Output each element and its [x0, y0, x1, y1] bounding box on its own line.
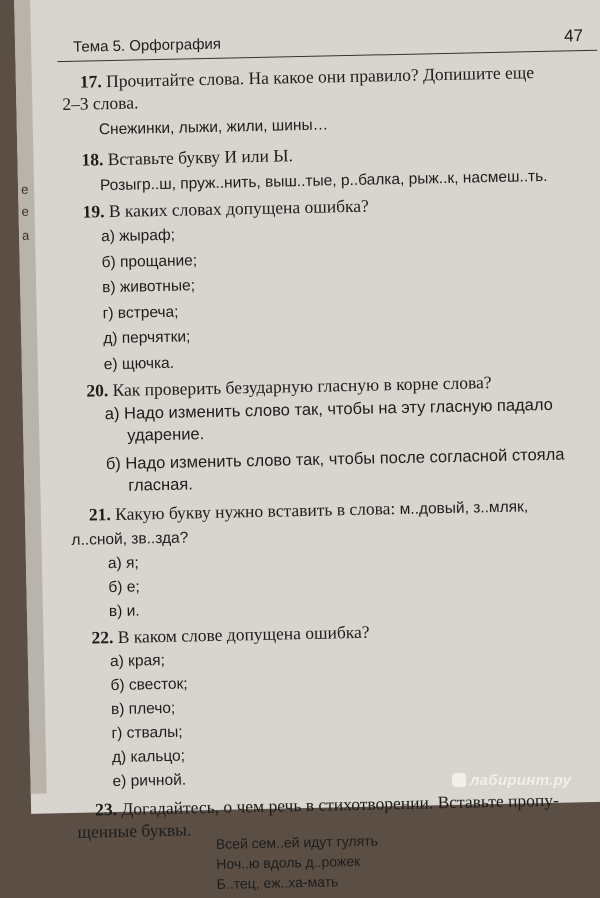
option: а) я; — [107, 554, 139, 573]
previous-page-edge — [14, 0, 47, 794]
topic-title: Тема 5. Орфография — [72, 35, 222, 56]
exercise-text: В каком слове допущена ошибка? — [117, 621, 370, 647]
side-text: е — [21, 203, 29, 219]
page-number: 47 — [563, 26, 584, 46]
exercise-number: 22. — [91, 627, 114, 648]
word-list-cont: л..сной, зв..зда? — [71, 529, 189, 549]
side-text: е — [20, 181, 29, 197]
exercise-text: Какую букву нужно вставить в слова: — [114, 498, 396, 524]
exercise-number: 18. — [81, 149, 104, 170]
option: б) свесток; — [110, 675, 188, 695]
exercise-text-cont: щенные буквы. — [77, 819, 192, 842]
answer-b — [88, 443, 600, 498]
exercise-text-cont: 2–3 слова. — [62, 92, 139, 115]
word-list: м..довый, з..мляк, — [399, 498, 529, 519]
watermark — [452, 772, 571, 789]
option: б) прощание; — [101, 251, 198, 271]
exercise-text: Вставьте букву И или Ы. — [107, 145, 294, 170]
exercise-number: 20. — [86, 380, 109, 401]
word-list: Снежинки, лыжи, жили, шины… — [98, 116, 329, 139]
option-list — [83, 214, 600, 378]
option: е) щючка. — [103, 354, 175, 373]
answer-line: а) Надо изменить слово так, чтобы на эту гласную падало — [104, 395, 554, 424]
option: а) края; — [109, 651, 165, 671]
option: в) плечо; — [110, 699, 176, 719]
labirint-logo-icon — [452, 773, 466, 787]
exercise-number: 17. — [79, 71, 102, 92]
answer-line: ударение. — [127, 425, 205, 445]
page-header — [57, 20, 598, 62]
watermark-text: лабиринт.ру — [470, 772, 572, 789]
book-page — [14, 0, 600, 892]
option: д) кальцо; — [111, 747, 186, 767]
poem-line: Всей сем..ей идут гулять — [215, 832, 379, 852]
exercise-content — [62, 60, 600, 897]
answer-line: гласная. — [128, 475, 194, 495]
exercise-text: Прочитайте слова. На какое они правило? Допишите еще — [105, 62, 535, 92]
option: а) жыраф; — [100, 226, 176, 246]
exercise-number: 23. — [94, 799, 118, 820]
poem-line: Б..тец, еж..ха-мать — [216, 873, 339, 892]
option: е) ричной. — [112, 771, 187, 791]
poem-line: Ноч..ю вдоль д..рожек — [216, 852, 361, 872]
exercise-text: Как проверить безударную гласную в корне слова? — [112, 372, 492, 401]
option: г) ствалы; — [111, 723, 183, 743]
exercise-text: В каких словах допущена ошибка? — [108, 195, 369, 222]
exercise-number: 19. — [82, 201, 105, 222]
option: в) животные; — [101, 277, 196, 297]
exercise-text: Догадайтесь, о чем речь в стихотворении. Вставьте пропу- — [121, 789, 560, 819]
exercise-number: 21. — [88, 504, 111, 525]
side-text: а — [21, 227, 30, 243]
option: д) перчятки; — [103, 328, 191, 348]
answer-line: б) Надо изменить слово так, чтобы после согласной стояла — [105, 445, 565, 474]
answer-a — [87, 393, 600, 448]
option-list — [90, 542, 600, 625]
option: г) встреча; — [102, 303, 179, 322]
option: б) е; — [108, 578, 140, 597]
word-list: Розыгр..ш, пруж..нить, выш..тые, р..балка, рыж..к, насмеш..ть. — [99, 167, 548, 195]
option: в) и. — [108, 602, 140, 621]
